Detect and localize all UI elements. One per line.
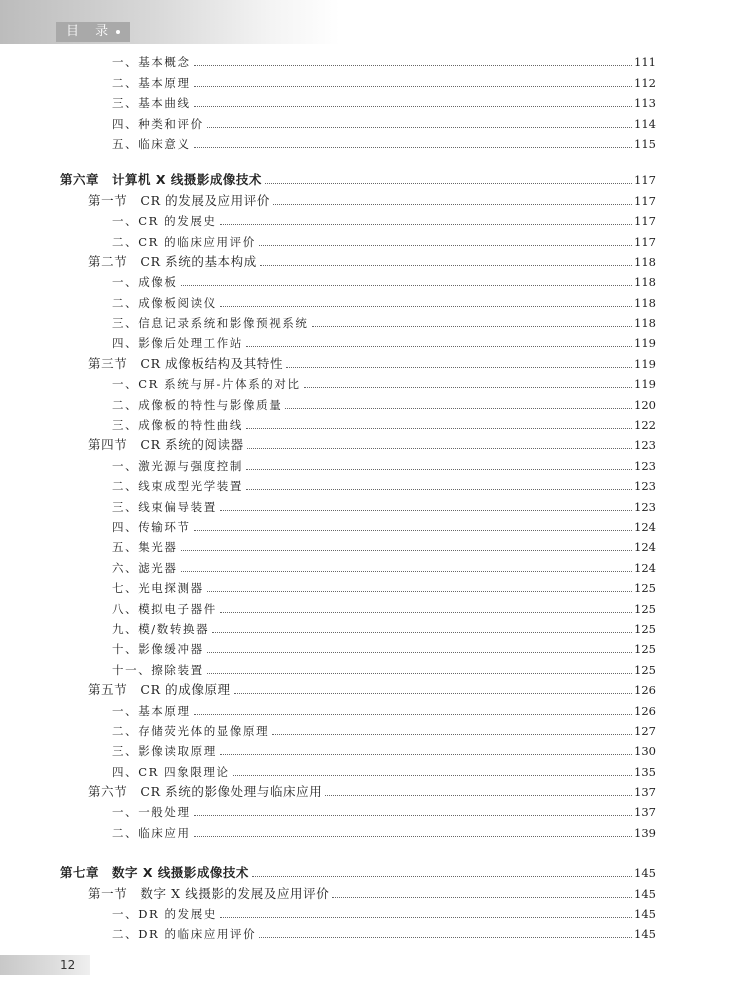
toc-entry-label: 第六章 计算机 X 线摄影成像技术 <box>60 172 262 188</box>
toc-entry-label: 二、CR 的临床应用评价 <box>112 234 256 249</box>
toc-entry-label: 三、线束偏导装置 <box>112 499 217 514</box>
toc-item-entry[interactable] <box>60 657 656 677</box>
table-of-contents <box>60 50 656 942</box>
toc-entry-page: 125 <box>634 581 656 596</box>
toc-entry-page: 118 <box>634 316 656 331</box>
toc-item-entry[interactable] <box>60 132 656 152</box>
toc-item-entry[interactable] <box>60 637 656 657</box>
toc-entry-label: 八、模拟电子器件 <box>112 601 217 616</box>
header-tab <box>56 22 130 42</box>
toc-item-entry[interactable] <box>60 453 656 473</box>
toc-entry-page: 125 <box>634 621 656 636</box>
toc-entry-label: 五、临床意义 <box>112 136 191 151</box>
dot-leader <box>181 285 633 286</box>
dot-leader <box>194 714 632 715</box>
toc-entry-label: 二、线束成型光学装置 <box>112 479 243 494</box>
dot-leader <box>286 367 632 368</box>
toc-entry-page: 125 <box>634 642 656 657</box>
toc-entry-page: 125 <box>634 662 656 677</box>
toc-item-entry[interactable] <box>60 91 656 111</box>
toc-entry-label: 一、DR 的发展史 <box>112 907 217 922</box>
toc-entry-page: 115 <box>634 136 656 151</box>
toc-entry-page: 113 <box>634 96 656 111</box>
toc-entry-label: 十一、擦除装置 <box>112 662 204 677</box>
toc-item-entry[interactable] <box>60 515 656 535</box>
toc-entry-page: 117 <box>634 193 656 208</box>
toc-entry-page: 122 <box>634 418 656 433</box>
toc-item-entry[interactable] <box>60 596 656 616</box>
toc-entry-page: 118 <box>634 254 656 269</box>
toc-entry-page: 119 <box>634 336 656 351</box>
dot-leader <box>220 510 632 511</box>
toc-entry-label: 第七章 数字 X 线摄影成像技术 <box>60 865 249 881</box>
toc-entry-label: 第三节 CR 成像板结构及其特性 <box>88 355 284 371</box>
toc-entry-label: 第一节 数字 X 线摄影的发展及应用评价 <box>88 885 330 901</box>
toc-entry-page: 118 <box>634 275 656 290</box>
toc-chapter-entry[interactable] <box>60 861 656 881</box>
toc-entry-label: 一、成像板 <box>112 275 178 290</box>
toc-entry-page: 135 <box>634 764 656 779</box>
toc-entry-label: 第六节 CR 系统的影像处理与临床应用 <box>88 784 323 800</box>
dot-leader <box>325 795 632 796</box>
toc-entry-page: 119 <box>634 377 656 392</box>
toc-entry-label: 四、种类和评价 <box>112 116 204 131</box>
dot-leader <box>246 489 632 490</box>
dot-leader <box>207 652 632 653</box>
dot-leader <box>194 815 632 816</box>
dot-leader <box>220 754 632 755</box>
toc-entry-label: 十、影像缓冲器 <box>112 642 204 657</box>
toc-item-entry[interactable] <box>60 576 656 596</box>
toc-item-entry[interactable] <box>60 270 656 290</box>
dot-leader <box>247 448 632 449</box>
dot-leader <box>312 326 633 327</box>
toc-entry-label: 三、基本曲线 <box>112 96 191 111</box>
toc-entry-page: 124 <box>634 540 656 555</box>
toc-entry-page: 111 <box>634 55 656 70</box>
toc-entry-label: 二、存储荧光体的显像原理 <box>112 723 270 738</box>
toc-entry-page: 112 <box>634 75 656 90</box>
toc-section-entry[interactable] <box>60 188 656 208</box>
toc-entry-page: 130 <box>634 744 656 759</box>
header-band <box>0 0 340 44</box>
toc-entry-page: 124 <box>634 519 656 534</box>
dot-leader <box>246 469 632 470</box>
dot-leader <box>246 346 632 347</box>
toc-entry-label: 二、成像板的特性与影像质量 <box>112 397 283 412</box>
toc-entry-page: 126 <box>634 703 656 718</box>
dot-leader <box>332 897 632 898</box>
page-number: 12 <box>60 958 76 972</box>
toc-entry-page: 123 <box>634 438 656 453</box>
dot-leader <box>194 86 632 87</box>
toc-entry-label: 三、影像读取原理 <box>112 744 217 759</box>
toc-section-entry[interactable] <box>60 881 656 901</box>
toc-item-entry[interactable] <box>60 739 656 759</box>
toc-entry-page: 120 <box>634 397 656 412</box>
toc-entry-page: 137 <box>634 805 656 820</box>
toc-item-entry[interactable] <box>60 413 656 433</box>
toc-entry-page: 117 <box>634 234 656 249</box>
toc-entry-label: 第五节 CR 的成像原理 <box>88 682 231 698</box>
dot-leader <box>212 632 632 633</box>
dot-leader <box>194 530 632 531</box>
dot-leader <box>194 106 632 107</box>
toc-entry-page: 119 <box>634 356 656 371</box>
toc-entry-label: 七、光电探测器 <box>112 581 204 596</box>
toc-entry-page: 117 <box>634 214 656 229</box>
toc-entry-page: 126 <box>634 683 656 698</box>
dot-leader <box>194 836 632 837</box>
toc-entry-page: 145 <box>634 886 656 901</box>
toc-entry-label: 四、传输环节 <box>112 519 191 534</box>
dot-leader <box>260 265 632 266</box>
toc-item-entry[interactable] <box>60 331 656 351</box>
toc-item-entry[interactable] <box>60 759 656 779</box>
toc-section-entry[interactable] <box>60 780 656 800</box>
toc-item-entry[interactable] <box>60 474 656 494</box>
toc-item-entry[interactable] <box>60 392 656 412</box>
toc-item-entry[interactable] <box>60 209 656 229</box>
toc-entry-page: 145 <box>634 866 656 881</box>
dot-leader <box>220 306 632 307</box>
toc-entry-page: 127 <box>634 723 656 738</box>
dot-leader <box>181 571 633 572</box>
toc-entry-page: 123 <box>634 479 656 494</box>
toc-item-entry[interactable] <box>60 494 656 514</box>
toc-entry-page: 137 <box>634 785 656 800</box>
footer-band <box>0 955 90 975</box>
toc-entry-label: 一、CR 系统与屏-片体系的对比 <box>112 377 301 392</box>
toc-entry-page: 117 <box>634 173 656 188</box>
dot-leader <box>220 224 633 225</box>
header-title: 目 录 <box>66 24 115 39</box>
toc-section-entry[interactable] <box>60 678 656 698</box>
toc-entry-page: 139 <box>634 825 656 840</box>
toc-entry-label: 一、基本原理 <box>112 703 191 718</box>
toc-entry-label: 五、集光器 <box>112 540 178 555</box>
toc-item-entry[interactable] <box>60 719 656 739</box>
toc-entry-label: 第二节 CR 系统的基本构成 <box>88 253 257 269</box>
toc-entry-page: 114 <box>634 116 656 131</box>
dot-leader <box>273 204 632 205</box>
toc-entry-page: 125 <box>634 601 656 616</box>
toc-entry-label: 二、DR 的临床应用评价 <box>112 927 257 942</box>
dot-leader <box>234 693 632 694</box>
toc-entry-page: 123 <box>634 458 656 473</box>
toc-item-entry[interactable] <box>60 902 656 922</box>
toc-entry-page: 124 <box>634 560 656 575</box>
toc-item-entry[interactable] <box>60 535 656 555</box>
toc-entry-label: 四、影像后处理工作站 <box>112 336 243 351</box>
toc-entry-label: 三、信息记录系统和影像预视系统 <box>112 316 309 331</box>
toc-item-entry[interactable] <box>60 555 656 575</box>
dot-leader <box>233 775 632 776</box>
dot-leader <box>207 591 632 592</box>
toc-entry-label: 六、滤光器 <box>112 560 178 575</box>
toc-section-entry[interactable] <box>60 433 656 453</box>
dot-leader <box>265 183 632 184</box>
dot-leader <box>259 937 632 938</box>
toc-item-entry[interactable] <box>60 229 656 249</box>
toc-item-entry[interactable] <box>60 111 656 131</box>
dot-leader <box>207 127 632 128</box>
dot-leader <box>259 245 632 246</box>
toc-item-entry[interactable] <box>60 617 656 637</box>
toc-entry-label: 三、成像板的特性曲线 <box>112 418 243 433</box>
dot-leader <box>285 408 632 409</box>
toc-entry-label: 第一节 CR 的发展及应用评价 <box>88 192 270 208</box>
toc-item-entry[interactable] <box>60 311 656 331</box>
toc-entry-page: 123 <box>634 499 656 514</box>
toc-item-entry[interactable] <box>60 290 656 310</box>
toc-entry-label: 第四节 CR 系统的阅读器 <box>88 437 244 453</box>
dot-leader <box>220 612 632 613</box>
dot-leader <box>304 387 632 388</box>
toc-entry-page: 118 <box>634 295 656 310</box>
toc-section-entry[interactable] <box>60 351 656 371</box>
dot-leader <box>194 65 632 66</box>
toc-entry-label: 一、CR 的发展史 <box>112 214 217 229</box>
dot-leader <box>220 917 632 918</box>
toc-entry-page: 145 <box>634 927 656 942</box>
toc-item-entry[interactable] <box>60 372 656 392</box>
toc-entry-label: 九、模/数转换器 <box>112 621 210 636</box>
toc-entry-label: 一、激光源与强度控制 <box>112 458 243 473</box>
dot-leader <box>272 734 632 735</box>
dot-leader <box>194 147 632 148</box>
toc-entry-label: 二、成像板阅读仪 <box>112 295 217 310</box>
toc-item-entry[interactable] <box>60 800 656 820</box>
toc-entry-label: 四、CR 四象限理论 <box>112 764 230 779</box>
dot-leader <box>207 673 632 674</box>
toc-entry-label: 二、临床应用 <box>112 825 191 840</box>
dot-leader <box>181 550 633 551</box>
toc-item-entry[interactable] <box>60 50 656 70</box>
dot-leader <box>246 428 632 429</box>
toc-chapter-entry[interactable] <box>60 168 656 188</box>
toc-section-entry[interactable] <box>60 250 656 270</box>
toc-item-entry[interactable] <box>60 70 656 90</box>
toc-item-entry[interactable] <box>60 820 656 840</box>
toc-entry-label: 一、一般处理 <box>112 805 191 820</box>
toc-entry-page: 145 <box>634 907 656 922</box>
toc-entry-label: 一、基本概念 <box>112 55 191 70</box>
toc-item-entry[interactable] <box>60 698 656 718</box>
toc-entry-label: 二、基本原理 <box>112 75 191 90</box>
dot-leader <box>252 876 632 877</box>
header-dot-icon <box>116 30 120 34</box>
toc-item-entry[interactable] <box>60 922 656 942</box>
